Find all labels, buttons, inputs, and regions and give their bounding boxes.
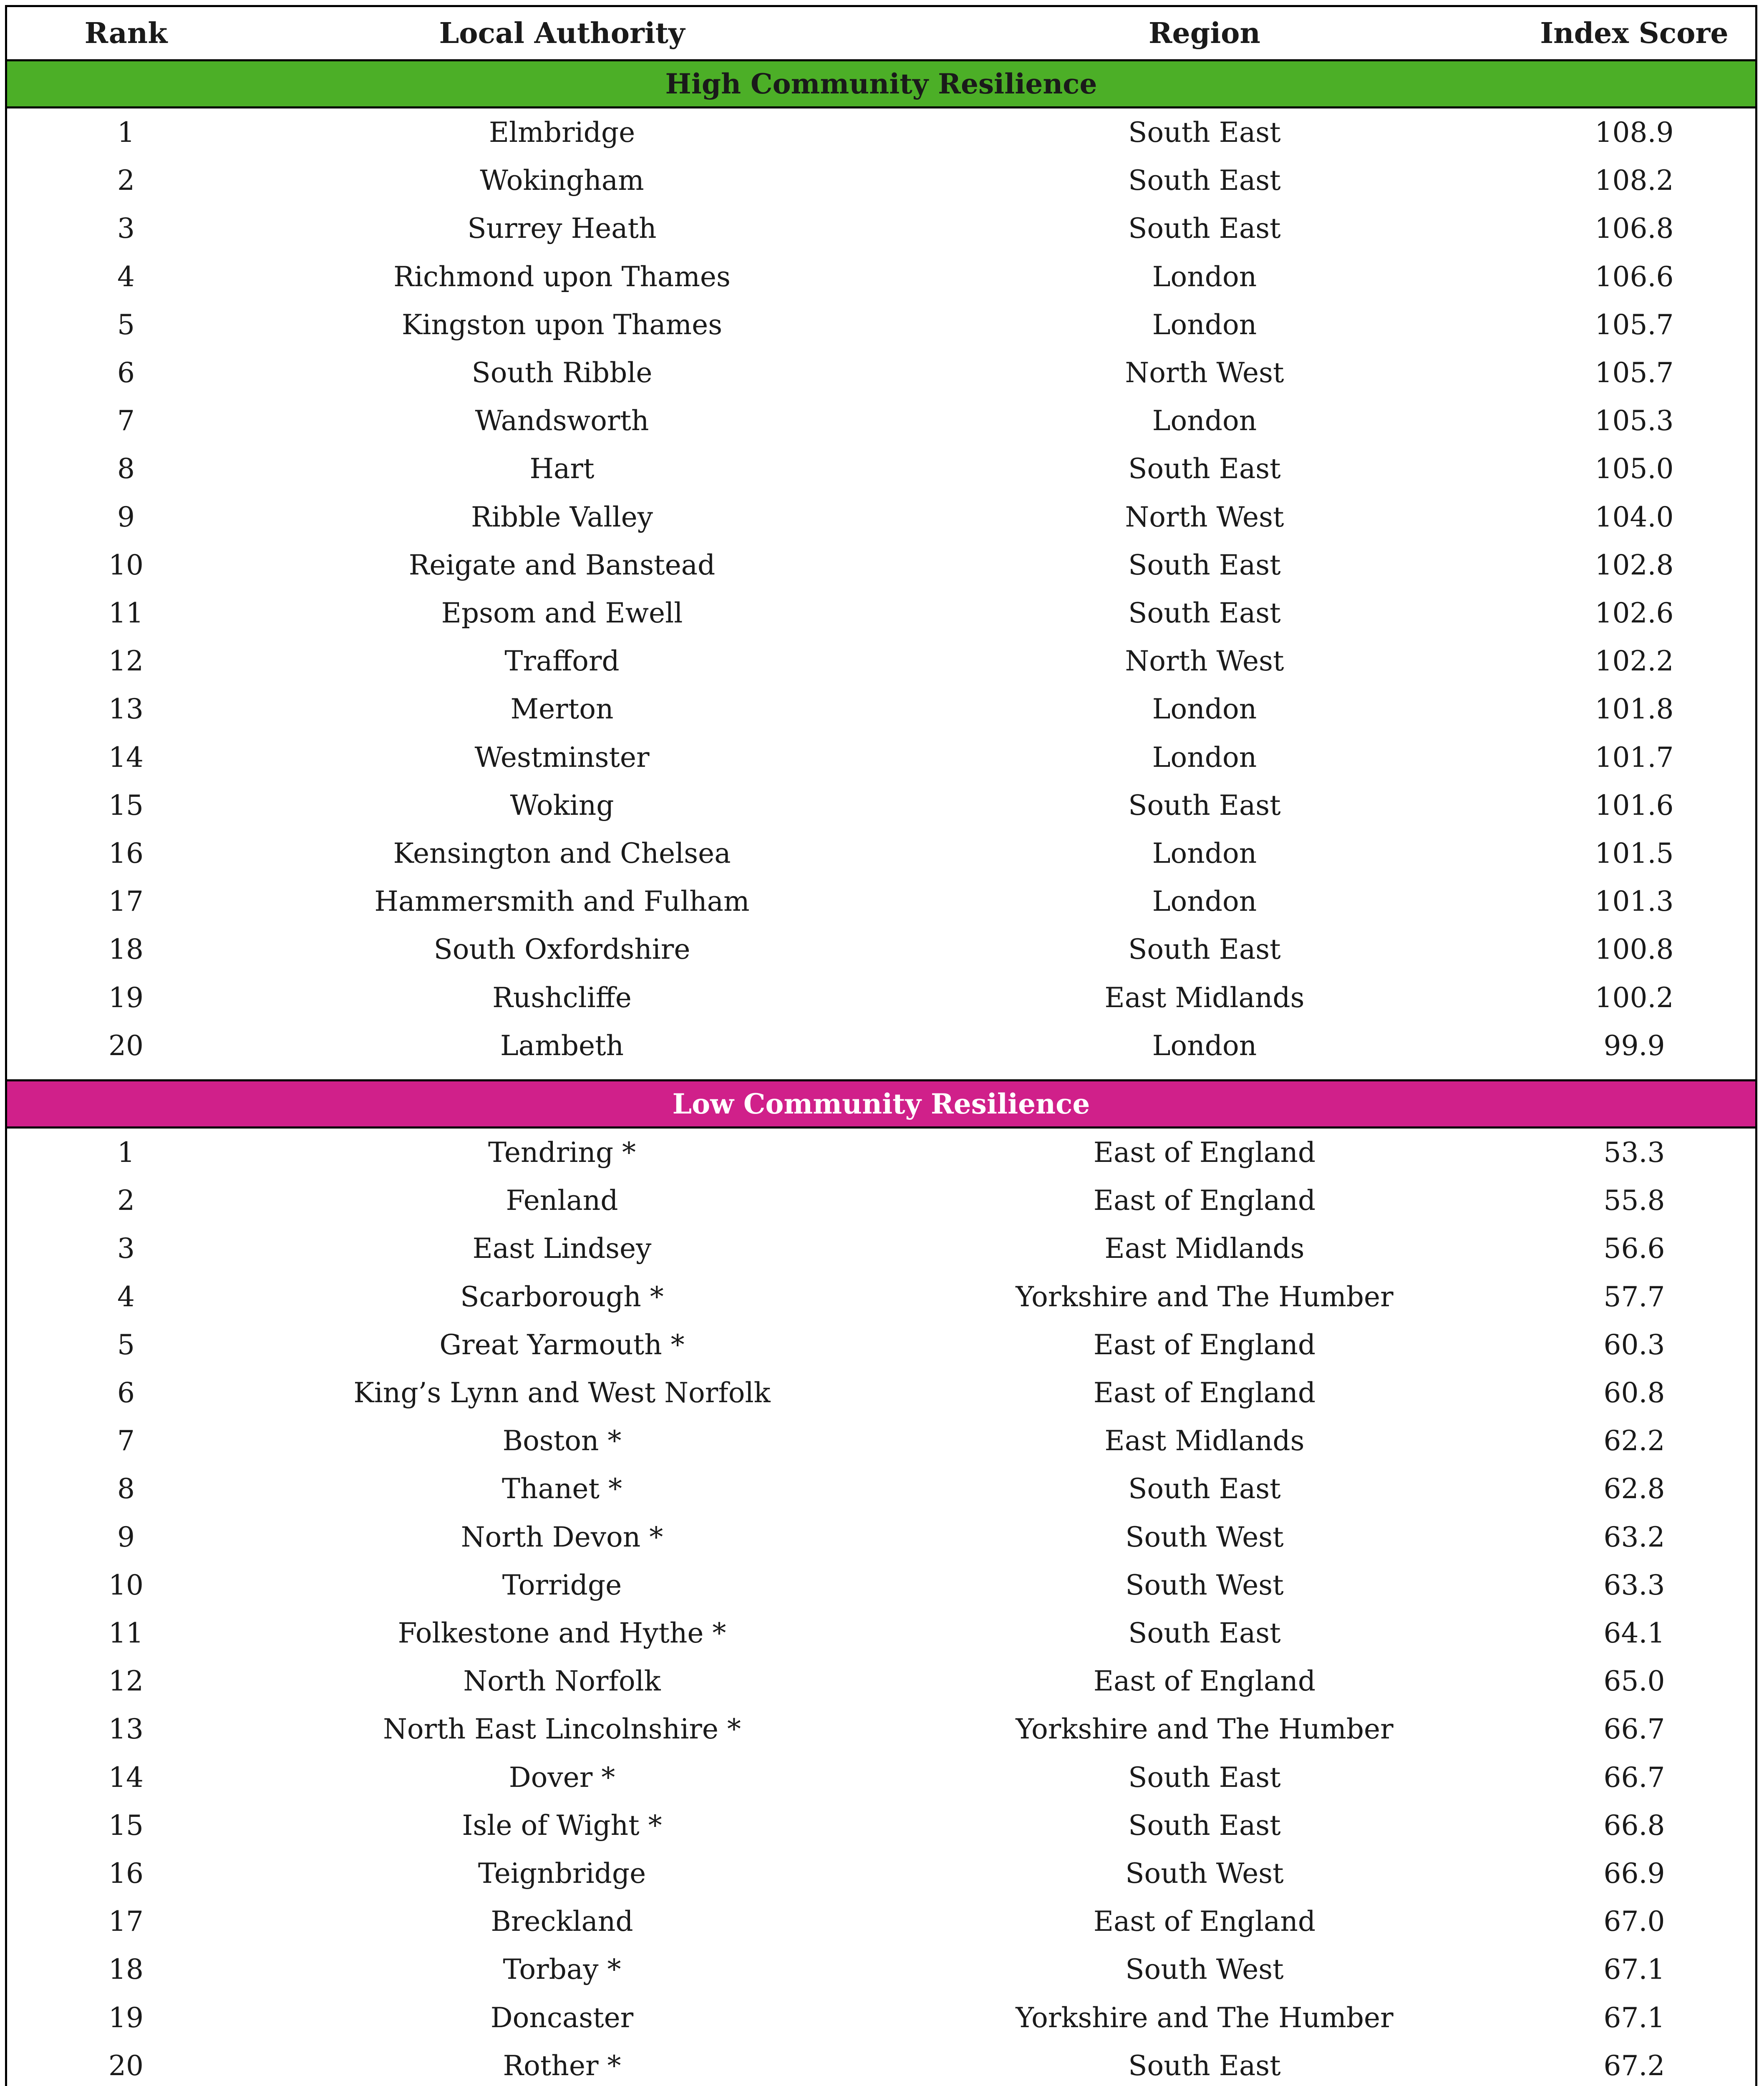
cell-rank: 12 bbox=[108, 645, 144, 678]
cell-rank: 15 bbox=[108, 1809, 144, 1842]
cell-region: London bbox=[1152, 308, 1257, 341]
cell-rank: 12 bbox=[108, 1665, 144, 1698]
cell-rank: 3 bbox=[117, 1232, 135, 1265]
cell-region: London bbox=[1152, 885, 1257, 918]
table-row bbox=[7, 1897, 1755, 1945]
cell-local-authority: Thanet * bbox=[502, 1473, 622, 1505]
cell-region: South East bbox=[1128, 1617, 1281, 1650]
cell-local-authority: King’s Lynn and West Norfolk bbox=[353, 1377, 771, 1409]
cell-local-authority: Dover * bbox=[509, 1761, 615, 1794]
cell-index-score: 100.2 bbox=[1595, 981, 1674, 1014]
cell-local-authority: Merton bbox=[510, 693, 614, 726]
cell-local-authority: Surrey Heath bbox=[467, 212, 657, 245]
table-row bbox=[7, 1994, 1755, 2042]
header-region: Region bbox=[1149, 16, 1260, 50]
cell-index-score: 53.3 bbox=[1603, 1136, 1665, 1169]
cell-local-authority: Rother * bbox=[503, 2049, 621, 2082]
table-row bbox=[7, 445, 1755, 493]
cell-region: South West bbox=[1125, 1521, 1284, 1553]
cell-rank: 13 bbox=[108, 1713, 144, 1746]
table-row bbox=[7, 2042, 1755, 2086]
table-row bbox=[7, 733, 1755, 781]
cell-index-score: 105.7 bbox=[1595, 308, 1674, 341]
cell-rank: 4 bbox=[117, 260, 135, 293]
cell-local-authority: Torbay * bbox=[503, 1953, 621, 1986]
cell-rank: 10 bbox=[108, 549, 144, 581]
cell-local-authority: North Devon * bbox=[461, 1521, 663, 1553]
cell-rank: 14 bbox=[108, 741, 144, 773]
cell-index-score: 66.9 bbox=[1603, 1857, 1665, 1890]
table-row bbox=[7, 1417, 1755, 1465]
cell-index-score: 102.8 bbox=[1595, 549, 1674, 581]
table-row bbox=[7, 1753, 1755, 1801]
cell-index-score: 56.6 bbox=[1603, 1232, 1665, 1265]
table-row bbox=[7, 1369, 1755, 1417]
cell-local-authority: Elmbridge bbox=[489, 116, 635, 149]
cell-local-authority: Breckland bbox=[491, 1905, 633, 1938]
cell-region: London bbox=[1152, 741, 1257, 773]
cell-local-authority: Wandsworth bbox=[475, 405, 649, 437]
cell-rank: 5 bbox=[117, 308, 135, 341]
cell-index-score: 105.7 bbox=[1595, 357, 1674, 389]
table-row bbox=[7, 397, 1755, 445]
cell-region: South West bbox=[1125, 1857, 1284, 1890]
table-row bbox=[7, 1321, 1755, 1369]
cell-region: South East bbox=[1128, 1809, 1281, 1842]
cell-rank: 18 bbox=[108, 1953, 144, 1986]
table-row bbox=[7, 108, 1755, 156]
cell-index-score: 105.0 bbox=[1595, 453, 1674, 485]
cell-rank: 6 bbox=[117, 357, 135, 389]
cell-region: London bbox=[1152, 693, 1257, 726]
cell-local-authority: North Norfolk bbox=[463, 1665, 661, 1698]
cell-region: North West bbox=[1125, 501, 1284, 533]
cell-local-authority: Westminster bbox=[474, 741, 650, 773]
cell-local-authority: Hammersmith and Fulham bbox=[374, 885, 750, 918]
table-row bbox=[7, 925, 1755, 973]
table-row bbox=[7, 589, 1755, 637]
table-row bbox=[7, 1945, 1755, 1993]
table-row bbox=[7, 1657, 1755, 1705]
table-row bbox=[7, 349, 1755, 397]
cell-rank: 3 bbox=[117, 212, 135, 245]
table-row bbox=[7, 1177, 1755, 1224]
high-resilience-section-title: High Community Resilience bbox=[7, 59, 1755, 108]
cell-region: North West bbox=[1125, 357, 1284, 389]
cell-region: Yorkshire and The Humber bbox=[1016, 1713, 1394, 1746]
cell-rank: 8 bbox=[117, 1473, 135, 1505]
cell-index-score: 64.1 bbox=[1603, 1617, 1665, 1650]
cell-rank: 11 bbox=[108, 597, 144, 630]
cell-index-score: 101.7 bbox=[1595, 741, 1674, 773]
cell-local-authority: South Oxfordshire bbox=[433, 933, 690, 966]
cell-local-authority: North East Lincolnshire * bbox=[383, 1713, 741, 1746]
cell-rank: 8 bbox=[117, 453, 135, 485]
cell-region: South East bbox=[1128, 212, 1281, 245]
table-row bbox=[7, 685, 1755, 733]
cell-index-score: 102.2 bbox=[1595, 645, 1674, 678]
table-row bbox=[7, 1022, 1755, 1070]
cell-rank: 17 bbox=[108, 1905, 144, 1938]
cell-local-authority: Kensington and Chelsea bbox=[393, 837, 731, 870]
cell-local-authority: Doncaster bbox=[490, 2001, 634, 2034]
cell-index-score: 66.7 bbox=[1603, 1713, 1665, 1746]
cell-index-score: 108.9 bbox=[1595, 116, 1674, 149]
cell-rank: 11 bbox=[108, 1617, 144, 1650]
cell-region: London bbox=[1152, 405, 1257, 437]
cell-rank: 15 bbox=[108, 789, 144, 821]
cell-region: North West bbox=[1125, 645, 1284, 678]
table-row bbox=[7, 1513, 1755, 1561]
cell-rank: 6 bbox=[117, 1377, 135, 1409]
cell-region: South West bbox=[1125, 1953, 1284, 1986]
table-row bbox=[7, 1705, 1755, 1753]
cell-rank: 9 bbox=[117, 1521, 135, 1553]
cell-local-authority: Rushcliffe bbox=[492, 981, 632, 1014]
cell-region: Yorkshire and The Humber bbox=[1016, 1280, 1394, 1313]
cell-region: South East bbox=[1128, 549, 1281, 581]
table-row bbox=[7, 1465, 1755, 1513]
cell-region: Yorkshire and The Humber bbox=[1016, 2001, 1394, 2034]
cell-rank: 19 bbox=[108, 2001, 144, 2034]
cell-region: East of England bbox=[1093, 1328, 1316, 1361]
header-local-authority: Local Authority bbox=[439, 16, 685, 50]
cell-rank: 17 bbox=[108, 885, 144, 918]
cell-region: London bbox=[1152, 837, 1257, 870]
cell-index-score: 63.2 bbox=[1603, 1521, 1665, 1553]
header-rank: Rank bbox=[84, 16, 168, 50]
table-row bbox=[7, 1224, 1755, 1272]
table-row bbox=[7, 493, 1755, 541]
cell-index-score: 67.1 bbox=[1603, 1953, 1665, 1986]
table-row bbox=[7, 974, 1755, 1022]
cell-index-score: 55.8 bbox=[1603, 1184, 1665, 1217]
table-row bbox=[7, 541, 1755, 589]
cell-local-authority: Boston * bbox=[502, 1425, 622, 1457]
cell-index-score: 65.0 bbox=[1603, 1665, 1665, 1698]
table-row bbox=[7, 781, 1755, 829]
cell-rank: 4 bbox=[117, 1280, 135, 1313]
cell-rank: 14 bbox=[108, 1761, 144, 1794]
cell-index-score: 101.6 bbox=[1595, 789, 1674, 821]
cell-local-authority: Ribble Valley bbox=[471, 501, 653, 533]
cell-region: South East bbox=[1128, 933, 1281, 966]
cell-rank: 16 bbox=[108, 1857, 144, 1890]
table-row bbox=[7, 1801, 1755, 1849]
cell-rank: 5 bbox=[117, 1328, 135, 1361]
table-row bbox=[7, 204, 1755, 252]
cell-index-score: 63.3 bbox=[1603, 1569, 1665, 1601]
cell-index-score: 101.5 bbox=[1595, 837, 1674, 870]
cell-index-score: 66.7 bbox=[1603, 1761, 1665, 1794]
cell-index-score: 105.3 bbox=[1595, 405, 1674, 437]
cell-local-authority: Great Yarmouth * bbox=[439, 1328, 685, 1361]
table-row bbox=[7, 1561, 1755, 1609]
cell-region: South East bbox=[1128, 2049, 1281, 2082]
cell-local-authority: Teignbridge bbox=[478, 1857, 646, 1890]
cell-index-score: 106.8 bbox=[1595, 212, 1674, 245]
cell-local-authority: Folkestone and Hythe * bbox=[398, 1617, 726, 1650]
cell-index-score: 62.2 bbox=[1603, 1425, 1665, 1457]
table-row bbox=[7, 253, 1755, 301]
table-row bbox=[7, 1609, 1755, 1657]
table-row bbox=[7, 1129, 1755, 1177]
cell-index-score: 101.8 bbox=[1595, 693, 1674, 726]
cell-region: East Midlands bbox=[1104, 1425, 1305, 1457]
cell-rank: 2 bbox=[117, 164, 135, 197]
cell-region: East of England bbox=[1093, 1377, 1316, 1409]
cell-local-authority: South Ribble bbox=[471, 357, 653, 389]
cell-index-score: 100.8 bbox=[1595, 933, 1674, 966]
cell-index-score: 102.6 bbox=[1595, 597, 1674, 630]
cell-rank: 1 bbox=[117, 1136, 135, 1169]
cell-region: South East bbox=[1128, 789, 1281, 821]
cell-local-authority: Torridge bbox=[502, 1569, 622, 1601]
cell-region: South West bbox=[1125, 1569, 1284, 1601]
cell-local-authority: Fenland bbox=[506, 1184, 618, 1217]
cell-region: South East bbox=[1128, 597, 1281, 630]
cell-region: East of England bbox=[1093, 1665, 1316, 1698]
cell-local-authority: Trafford bbox=[504, 645, 620, 678]
low-resilience-section-title: Low Community Resilience bbox=[7, 1079, 1755, 1129]
cell-rank: 10 bbox=[108, 1569, 144, 1601]
cell-region: South East bbox=[1128, 453, 1281, 485]
cell-region: South East bbox=[1128, 1761, 1281, 1794]
cell-local-authority: Isle of Wight * bbox=[462, 1809, 662, 1842]
cell-rank: 7 bbox=[117, 405, 135, 437]
cell-index-score: 108.2 bbox=[1595, 164, 1674, 197]
cell-local-authority: Reigate and Banstead bbox=[408, 549, 716, 581]
table-row bbox=[7, 1849, 1755, 1897]
cell-local-authority: Richmond upon Thames bbox=[393, 260, 731, 293]
cell-local-authority: Woking bbox=[510, 789, 614, 821]
table-row bbox=[7, 877, 1755, 925]
cell-local-authority: Wokingham bbox=[480, 164, 644, 197]
cell-index-score: 60.3 bbox=[1603, 1328, 1665, 1361]
cell-index-score: 99.9 bbox=[1603, 1029, 1665, 1062]
cell-local-authority: Kingston upon Thames bbox=[401, 308, 723, 341]
cell-rank: 20 bbox=[108, 2049, 144, 2082]
cell-region: East of England bbox=[1093, 1136, 1316, 1169]
cell-rank: 18 bbox=[108, 933, 144, 966]
cell-region: East Midlands bbox=[1104, 981, 1305, 1014]
cell-index-score: 60.8 bbox=[1603, 1377, 1665, 1409]
cell-local-authority: Hart bbox=[529, 453, 595, 485]
header-index-score: Index Score bbox=[1540, 16, 1729, 50]
cell-rank: 9 bbox=[117, 501, 135, 533]
table-row bbox=[7, 301, 1755, 349]
table-row bbox=[7, 637, 1755, 685]
resilience-table bbox=[5, 5, 1757, 2086]
cell-region: South East bbox=[1128, 116, 1281, 149]
table-row bbox=[7, 156, 1755, 204]
cell-region: South East bbox=[1128, 1473, 1281, 1505]
cell-rank: 16 bbox=[108, 837, 144, 870]
cell-index-score: 66.8 bbox=[1603, 1809, 1665, 1842]
cell-local-authority: East Lindsey bbox=[472, 1232, 652, 1265]
cell-region: East of England bbox=[1093, 1184, 1316, 1217]
cell-region: South East bbox=[1128, 164, 1281, 197]
cell-rank: 2 bbox=[117, 1184, 135, 1217]
cell-local-authority: Scarborough * bbox=[460, 1280, 664, 1313]
cell-region: London bbox=[1152, 1029, 1257, 1062]
cell-region: East of England bbox=[1093, 1905, 1316, 1938]
cell-region: London bbox=[1152, 260, 1257, 293]
cell-index-score: 67.1 bbox=[1603, 2001, 1665, 2034]
cell-index-score: 104.0 bbox=[1595, 501, 1674, 533]
cell-local-authority: Epsom and Ewell bbox=[441, 597, 683, 630]
table-header-row bbox=[7, 7, 1755, 59]
cell-rank: 13 bbox=[108, 693, 144, 726]
cell-index-score: 62.8 bbox=[1603, 1473, 1665, 1505]
cell-index-score: 57.7 bbox=[1603, 1280, 1665, 1313]
cell-index-score: 101.3 bbox=[1595, 885, 1674, 918]
cell-rank: 20 bbox=[108, 1029, 144, 1062]
cell-rank: 7 bbox=[117, 1425, 135, 1457]
cell-local-authority: Lambeth bbox=[500, 1029, 624, 1062]
cell-index-score: 67.2 bbox=[1603, 2049, 1665, 2082]
table-row bbox=[7, 829, 1755, 877]
cell-region: East Midlands bbox=[1104, 1232, 1305, 1265]
cell-index-score: 67.0 bbox=[1603, 1905, 1665, 1938]
cell-rank: 1 bbox=[117, 116, 135, 149]
cell-rank: 19 bbox=[108, 981, 144, 1014]
cell-index-score: 106.6 bbox=[1595, 260, 1674, 293]
table-row bbox=[7, 1273, 1755, 1321]
cell-local-authority: Tendring * bbox=[488, 1136, 636, 1169]
